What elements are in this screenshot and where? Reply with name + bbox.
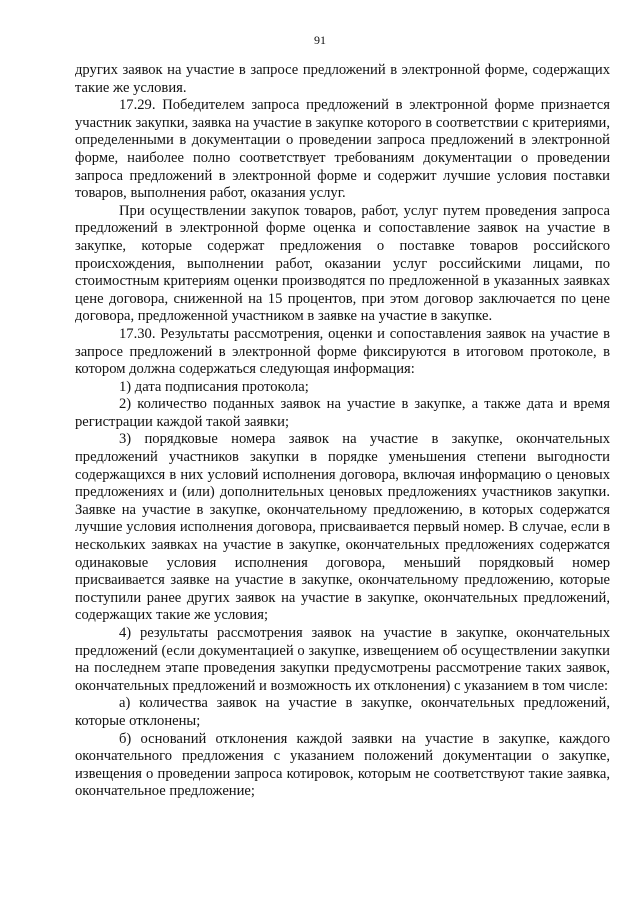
list-item-1: 1) дата подписания протокола;: [119, 378, 309, 395]
list-item-3: 3) порядковые номера заявок на участие в закупке, окончательных предложений участников закупки в порядке уменьшения степени выгодности содержащихся в них условий исполнения договора, включая информацию о ценовых предложениях и (или) дополнительных ценовых предложениях участников закупки. Заявке на участие в закупке, окончательному предложению, в которых содержатся лучшие условия исполнения договора, присваивается первый номер. В случае, если в нескольких заявках на участие в закупке, окончательных предложениях содержатся одинаковые условия исполнения договора, меньший порядковый номер присваивается заявке на участие в закупке, окончательному предложению, которые поступили ранее других заявок на участие в закупке, окончательных предложений, содержащих такие же условия;: [75, 431, 610, 624]
document-body: [75, 62, 610, 801]
paragraph-domestic-priority: При осуществлении закупок товаров, работ, услуг путем проведения запроса предложений в электронной форме оценка и сопоставление заявок на участие в закупке, которые содержат предложения о поставке товаров российского происхождения, выполнении работ, оказании услуг российскими лицами, по стоимостным критериям оценки производятся по предложенной в указанных заявках цене договора, сниженной на 15 процентов, при этом договор заключается по цене договора, предложенной участником в заявке на участие в закупке.: [75, 202, 610, 325]
sub-item-a: а) количества заявок на участие в закупке, окончательных предложений, которые отклонены;: [75, 695, 610, 729]
list-item-2: 2) количество поданных заявок на участие в закупке, а также дата и время регистрации каждой такой заявки;: [75, 396, 610, 430]
paragraph-continuation: других заявок на участие в запросе предложений в электронной форме, содержащих такие же условия.: [75, 62, 610, 96]
paragraph-17-29: 17.29. Победителем запроса предложений в электронной форме признается участник закупки, заявка на участие в закупке которого в соответствии с критериями, определенными в документации о проведении запроса предложений в электронной форме, наиболее полно соответствует требованиям документации о проведении запроса предложений в электронной форме и содержит лучшие условия поставки товаров, выполнения работ, оказания услуг.: [75, 97, 610, 202]
page-number: 91: [314, 33, 326, 47]
paragraph-17-30: 17.30. Результаты рассмотрения, оценки и сопоставления заявок на участие в запросе предложений в электронной форме фиксируются в итоговом протоколе, в котором должна содержаться следующая информация:: [75, 325, 610, 378]
list-item-4: 4) результаты рассмотрения заявок на участие в закупке, окончательных предложений (если документацией о закупке, извещением об осуществлении закупки на последнем этапе проведения закупки предусмотрены рассмотрение таких заявок, окончательных предложений и возможность их отклонения) с указанием в том числе:: [75, 625, 610, 694]
sub-item-b: б) оснований отклонения каждой заявки на участие в закупке, каждого окончательного предложения с указанием положений документации о закупке, извещения о проведении запроса котировок, которым не соответствуют такие заявка, окончательное предложение;: [75, 730, 610, 800]
